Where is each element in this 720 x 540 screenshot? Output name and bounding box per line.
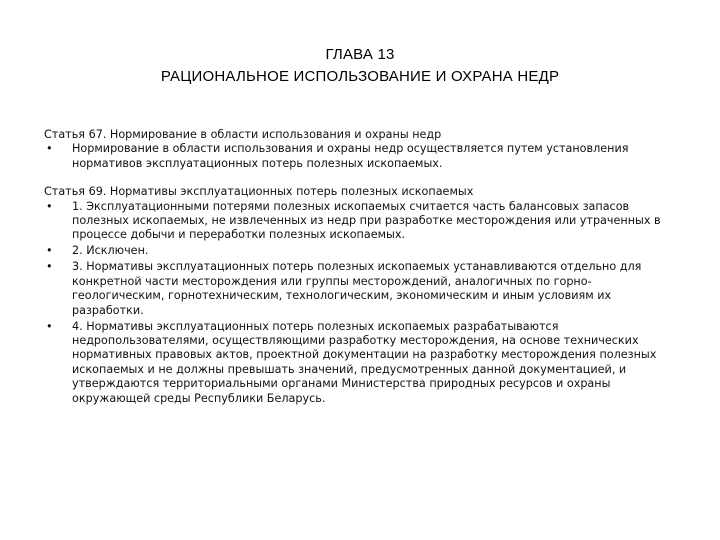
bullet-icon: • bbox=[46, 319, 53, 333]
slide-content bbox=[44, 128, 684, 420]
bullet-icon: • bbox=[46, 260, 53, 274]
bullet-icon: • bbox=[46, 142, 53, 156]
bullet-icon: • bbox=[46, 199, 53, 213]
list-item-text: 2. Исключен. bbox=[72, 244, 149, 258]
article-67 bbox=[44, 128, 684, 171]
article-69 bbox=[44, 185, 684, 406]
article-heading: Статья 69. Нормативы эксплуатационных потерь полезных ископаемых bbox=[44, 185, 474, 199]
list-item bbox=[44, 320, 684, 406]
chapter-name: РАЦИОНАЛЬНОЕ ИСПОЛЬЗОВАНИЕ И ОХРАНА НЕДР bbox=[160, 68, 560, 85]
bullet-icon: • bbox=[46, 244, 53, 258]
bullet-list bbox=[44, 142, 684, 171]
list-item bbox=[44, 260, 684, 318]
list-item-text: 1. Эксплуатационными потерями полезных ископаемых считается часть балансовых запасов полезных ископаемых, не извлеченных из недр при разработке месторождения или утраченных в процессе добычи и переработки полезных ископаемых. bbox=[72, 199, 661, 242]
bullet-list bbox=[44, 200, 684, 406]
chapter-number: ГЛАВА 13 bbox=[325, 46, 395, 63]
list-item bbox=[44, 142, 684, 171]
list-item-text: 3. Нормативы эксплуатационных потерь полезных ископаемых устанавливаются отдельно для конкретной части месторождения или группы месторождений, аналогичных по горно-геологическим, горнотехническим, технологическим, экономическим и иным условиям их разработки. bbox=[72, 260, 642, 317]
article-heading: Статья 67. Нормирование в области использования и охраны недр bbox=[44, 128, 442, 141]
list-item-text: Нормирование в области использования и охраны недр осуществляется путем установления нормативов эксплуатационных потерь полезных ископаемых. bbox=[72, 142, 629, 170]
list-item-text: 4. Нормативы эксплуатационных потерь полезных ископаемых разрабатываются недропользователями, осуществляющими разработку месторождения, на основе технических нормативных правовых актов, проектной документации на разработку месторождения полезных ископаемых и не должны превышать значений, предусмотренных данной документацией, и утверждаются территориальными органами Министерства природных ресурсов и охраны окружающей среды Республики Беларусь. bbox=[72, 319, 657, 405]
list-item bbox=[44, 200, 684, 243]
chapter-title bbox=[0, 44, 720, 88]
list-item bbox=[44, 244, 684, 258]
